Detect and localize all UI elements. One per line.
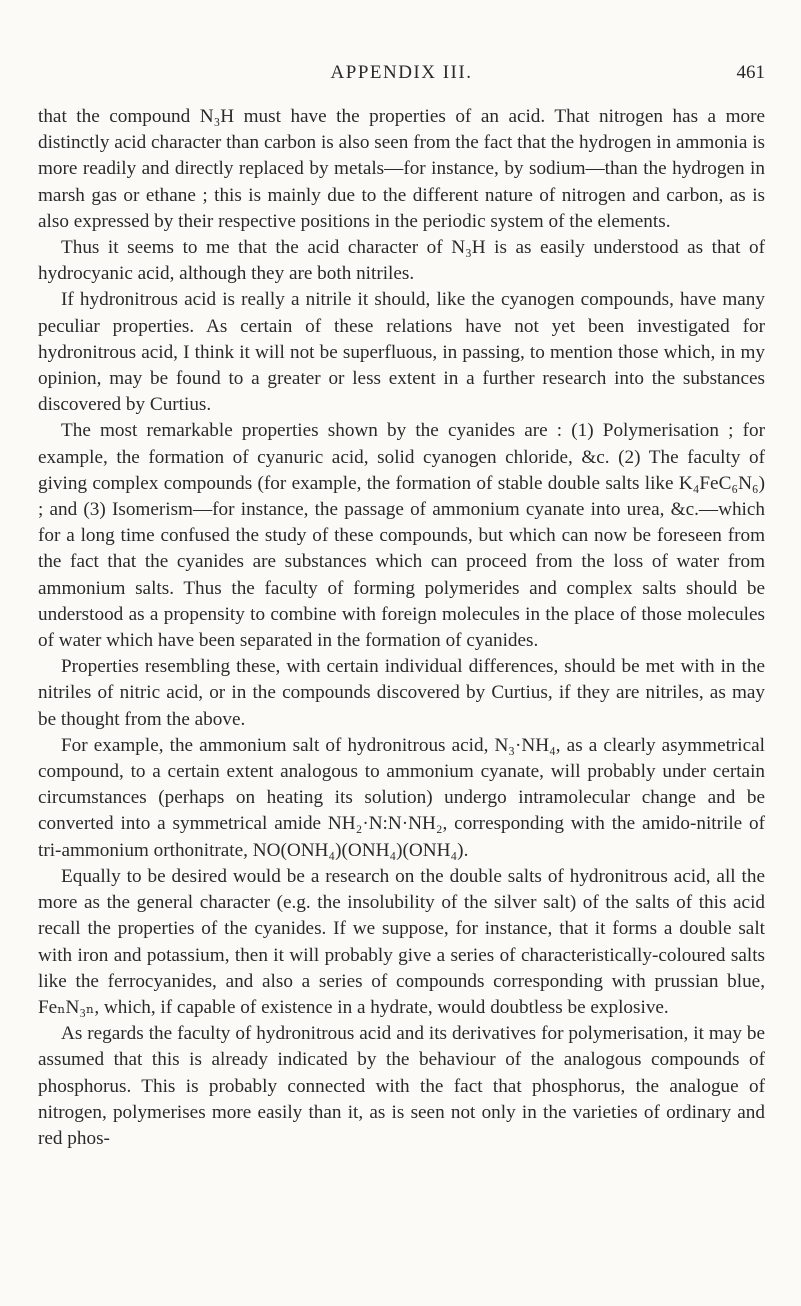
paragraph-1: that the compound N₃H must have the properties of an acid. That nitrogen has a more distinctly acid character than carbon is also seen from the fact that the hydrogen in ammonia is more readily and directly replaced by metals—for instance, by sodium—than the hydrogen in marsh gas or ethane ; this is mainly due to the different nature of nitrogen and carbon, as is also expressed by their respective positions in the periodic system of the elements. <box>38 106 765 232</box>
paragraph-2: Thus it seems to me that the acid character of N₃H is as easily understood as that of hydrocyanic acid, although they are both nitriles. <box>38 237 765 285</box>
paragraph-3: If hydronitrous acid is really a nitrile it should, like the cyanogen compounds, have many peculiar properties. As certain of these relations have not yet been investigated for hydronitrous acid, I think it will not be superfluous, in passing, to mention those which, in my opinion, may be found to a greater or less extent in a further research into the substances discovered by Curtius. <box>38 289 765 416</box>
body-text <box>38 104 765 1152</box>
paragraph-7: Equally to be desired would be a research on the double salts of hydronitrous acid, all the more as the general character (e.g. the insolubility of the silver salt) of the salts of this acid recall the properties of the cyanides. If we suppose, for instance, that it forms a double salt with iron and potassium, then it will probably give a series of characteristically-coloured salts like the ferrocyanides, and also a series of compounds corresponding with prussian blue, FeₙN₃ₙ, which, if capable of existence in a hydrate, would doubtless be explosive. <box>38 865 765 1018</box>
paragraph-5: Properties resembling these, with certain individual differences, should be met with in the nitriles of nitric acid, or in the compounds discovered by Curtius, if they are nitriles, as may be thought from the above. <box>38 656 765 730</box>
running-head: APPENDIX III. <box>330 62 473 83</box>
paragraph-4: The most remarkable properties shown by the cyanides are : (1) Polymerisation ; for example, the formation of cyanuric acid, solid cyanogen chloride, &c. (2) The faculty of giving complex compounds (for example, the formation of stable double salts like K₄FeC₆N₆) ; and (3) Isomerism—for instance, the passage of ammonium cyanate into urea, &c.—which for a long time confused the study of these compounds, but which can now be foreseen from the fact that the cyanides are substances which can proceed from the loss of water from ammonium salts. Thus the faculty of forming polymerides and complex salts should be understood as a propensity to combine with foreign molecules in the place of those molecules of water which have been separated in the formation of cyanides. <box>38 420 765 652</box>
paragraph-6: For example, the ammonium salt of hydronitrous acid, N₃·NH₄, as a clearly asymmetrical compound, to a certain extent analogous to ammonium cyanate, will probably under certain circumstances (perhaps on heating its solution) undergo intramolecular change and be converted into a symmetrical amide NH₂·N:N·NH₂, corresponding with the amido-nitrile of tri-ammonium orthonitrate, NO(ONH₄)(ONH₄)(ONH₄). <box>38 734 765 861</box>
page-header <box>38 62 765 90</box>
page-number: 461 <box>736 62 765 83</box>
paragraph-8: As regards the faculty of hydronitrous acid and its derivatives for polymerisation, it may be assumed that this is already indicated by the behaviour of the analogous compounds of phosphorus. This is probably connected with the fact that phosphorus, the analogue of nitrogen, polymerises more easily than it, as is seen not only in the varieties of ordinary and red phos- <box>38 1023 765 1149</box>
